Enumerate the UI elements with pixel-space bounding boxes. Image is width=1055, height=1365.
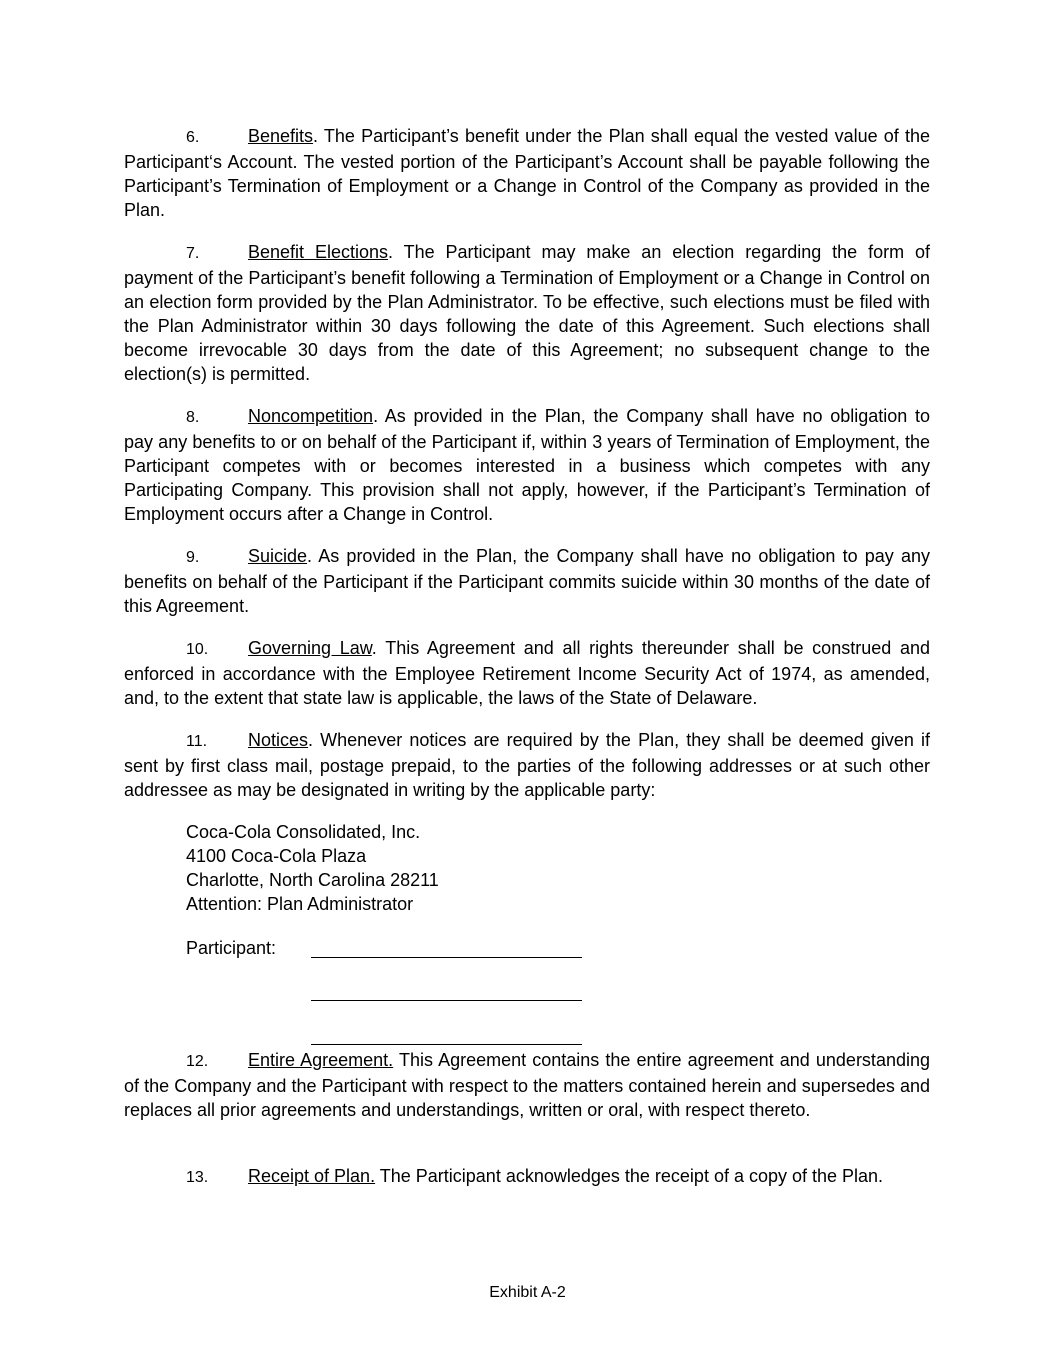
section-7-benefit-elections xyxy=(124,240,930,386)
section-text: . The Participant may make an election regarding the form of payment of the Participant’s benefit following a Termination of Employment or a Change in Control on an election form provided by the Plan Administrator. To be effective, such elections must be filed with the Plan Administrator within 30 days following the date of this Agreement. Such elections shall become irrevocable 30 days from the date of this Agreement; no subsequent change to the election(s) is permitted. xyxy=(124,242,931,384)
section-text: . Whenever notices are required by the Plan, they shall be deemed given if sent by first class mail, postage prepaid, to the parties of the following addresses or at such other addressee as may be designated in writing by the applicable party: xyxy=(124,730,930,800)
section-text: This Agreement contains the entire agreement and understanding of the Company and the Participant with respect to the matters contained herein and supersedes and replaces all prior agreements and understandings, written or oral, with respect thereto. xyxy=(124,1050,930,1120)
address-line: Charlotte, North Carolina 28211 xyxy=(186,870,439,890)
company-address xyxy=(186,820,439,916)
section-12-entire-agreement xyxy=(124,1048,930,1122)
section-text: . The Participant’s benefit under the Plan shall equal the vested value of the Participant‘s Account. The vested portion of the Participant’s Account shall be payable following the Participant’s Termination of Employment or a Change in Control of the Company as provided in the Plan. xyxy=(124,126,930,220)
section-heading: Notices xyxy=(248,730,309,750)
section-number: 13. xyxy=(186,1169,209,1186)
section-10-governing-law xyxy=(124,636,930,710)
section-11-notices xyxy=(124,728,930,802)
section-number: 10. xyxy=(186,641,209,658)
address-line: Attention: Plan Administrator xyxy=(186,894,414,914)
section-number: 12. xyxy=(186,1053,209,1070)
section-text: . As provided in the Plan, the Company shall have no obligation to pay any benefits to or on behalf of the Participant if, within 3 years of Termination of Employment, the Participant competes with or becomes interested in a business which competes with any Participating Company. This provision shall not apply, however, if the Participant’s Termination of Employment occurs after a Change in Control. xyxy=(124,406,930,524)
section-9-suicide xyxy=(124,544,930,618)
section-heading: Benefit Elections xyxy=(248,242,388,262)
section-heading: Governing Law xyxy=(248,638,372,658)
participant-label: Participant: xyxy=(186,938,277,958)
section-number: 9. xyxy=(186,549,200,566)
section-heading: Noncompetition xyxy=(248,406,374,426)
section-number: 6. xyxy=(186,129,200,146)
participant-signature-line-1 xyxy=(311,957,582,958)
section-heading: Suicide xyxy=(248,546,308,566)
section-number: 11. xyxy=(186,733,208,750)
participant-signature-line-2 xyxy=(311,1000,582,1001)
participant-signature-line-3 xyxy=(311,1044,582,1045)
section-13-receipt-of-plan xyxy=(124,1164,930,1190)
section-number: 7. xyxy=(186,245,200,262)
page-footer: Exhibit A-2 xyxy=(489,1284,566,1301)
section-heading: Benefits xyxy=(248,126,314,146)
section-6-benefits xyxy=(124,124,930,222)
address-line: Coca-Cola Consolidated, Inc. xyxy=(186,822,421,842)
section-heading: Entire Agreement. xyxy=(248,1050,394,1070)
section-text: The Participant acknowledges the receipt of a copy of the Plan. xyxy=(375,1166,884,1186)
address-line: 4100 Coca-Cola Plaza xyxy=(186,846,367,866)
section-heading: Receipt of Plan. xyxy=(248,1166,376,1186)
section-number: 8. xyxy=(186,409,200,426)
section-8-noncompetition xyxy=(124,404,930,526)
section-text: . This Agreement and all rights thereunder shall be construed and enforced in accordance with the Employee Retirement Income Security Act of 1974, as amended, and, to the extent that state law is applicable, the laws of the State of Delaware. xyxy=(124,638,930,708)
section-text: . As provided in the Plan, the Company shall have no obligation to pay any benefits on behalf of the Participant if the Participant commits suicide within 30 months of the date of this Agreement. xyxy=(124,546,930,616)
